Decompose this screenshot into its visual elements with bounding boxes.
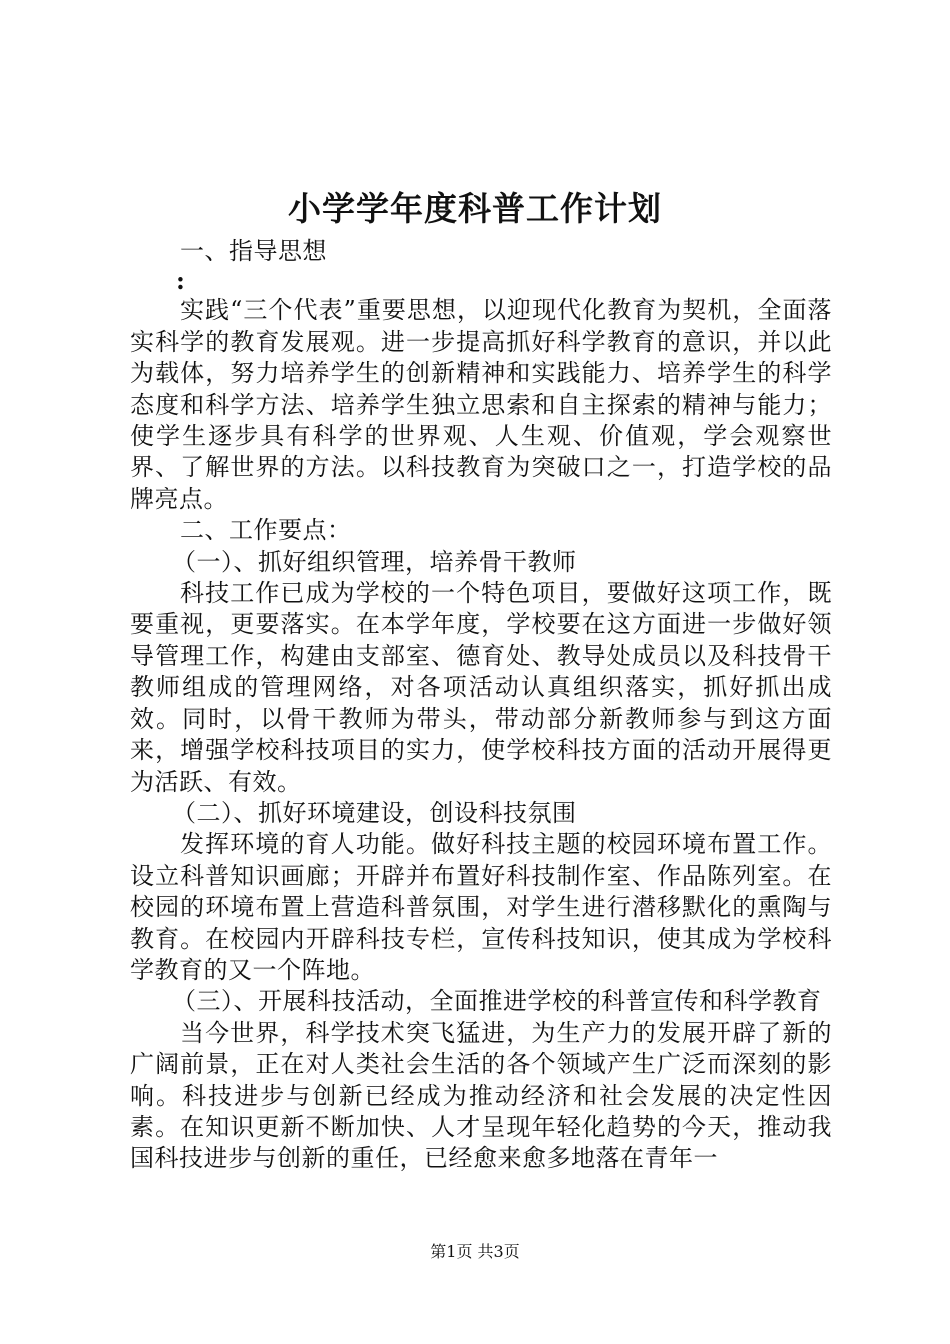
document-body [130,236,832,1175]
paragraph-guiding-thought: 实践“三个代表”重要思想，以迎现代化教育为契机，全面落实科学的教育发展观。进一步提高抓好科学教育的意识，并以此为载体，努力培养学生的创新精神和实践能力、培养学生的科学态度和科学方法、培养学生独立思索和自主探索的精神与能力；使学生逐步具有科学的世界观、人生观、价值观，学会观察世界、了解世界的方法。以科技教育为突破口之一，打造学校的品牌亮点。 [130,296,832,513]
subheading-organization: （一）、抓好组织管理，培养骨干教师 [172,547,577,576]
subheading-environment: （二）、抓好环境建设，创设科技氛围 [172,798,577,827]
paragraph-environment: 发挥环境的育人功能。做好科技主题的校园环境布置工作。设立科普知识画廊；开辟并布置好科技制作室、作品陈列室。在校园的环境布置上营造科普氛围，对学生进行潜移默化的熏陶与教育。在校园内开辟科技专栏，宣传科技知识，使其成为学校科学教育的又一个阵地。 [130,830,832,984]
paragraph-organization: 科技工作已成为学校的一个特色项目，要做好这项工作，既要重视，更要落实。在本学年度，学校要在这方面进一步做好领导管理工作，构建由支部室、德育处、教导处成员以及科技骨干教师组成的管理网络，对各项活动认真组织落实，抓好抓出成效。同时，以骨干教师为带头，带动部分新教师参与到这方面来，增强学校科技项目的实力，使学校科技方面的活动开展得更为活跃、有效。 [130,579,832,796]
subheading-activities: （三）、开展科技活动，全面推进学校的科普宣传和科学教育 [172,987,822,1016]
section-heading-work-points: 二、工作要点： [180,516,352,545]
stray-colon: : [176,266,186,296]
document-title: 小学学年度科普工作计划 [288,189,662,228]
page-number-footer: 第1页 共3页 [430,1242,520,1261]
section-heading-guiding-thought: 一、指导思想 [180,237,327,265]
paragraph-activities: 当今世界，科学技术突飞猛进，为生产力的发展开辟了新的广阔前景，正在对人类社会生活的各个领域产生广泛而深刻的影响。科技进步与创新已经成为推动经济和社会发展的决定性因素。在知识更新不断加快、人才呈现年轻化趋势的今天，推动我国科技进步与创新的重任，已经愈来愈多地落在青年一 [130,1018,832,1173]
